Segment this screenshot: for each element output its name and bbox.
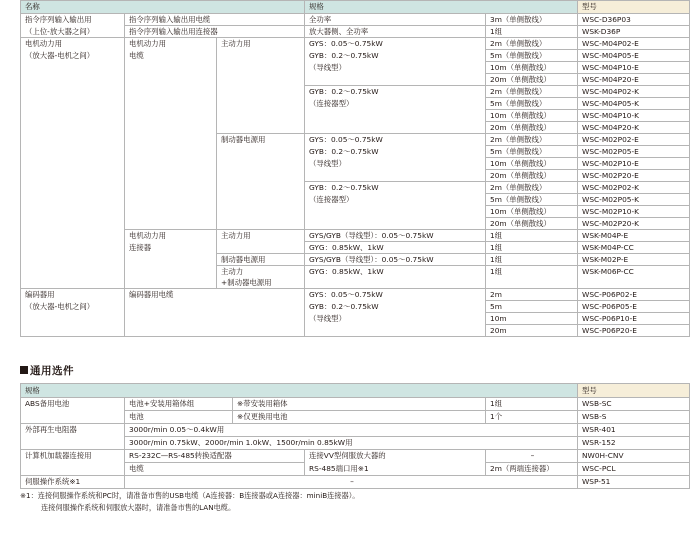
table-row: （放大器-电机之间） GYB：0.2～0.75kW 5m WSC-P06P05-E (21, 301, 690, 313)
table-row: 10m（单侧散线） WSC-M04P10-K (21, 110, 690, 122)
table-row: （放大器-电机之间） 电缆 GYB：0.2～0.75kW 5m（单侧散线） WSC-M04P05-E (21, 50, 690, 62)
table-row: 20m（单侧散线） WSC-M02P20-E (21, 170, 690, 182)
table-row: +制动器电源用 (21, 277, 690, 289)
table-row: （连接器型） 5m（单侧散线） WSC-M02P05-K (21, 194, 690, 206)
footnote: 连接伺服操作系统和伺服放大器时，请准备市售的LAN电缆。 (41, 503, 236, 512)
category-cell: 编码器用 (21, 289, 125, 301)
table-row: （导线型） 10m（单侧散线） WSC-M04P10-E (21, 62, 690, 74)
section-title: 通用选件 (20, 363, 74, 378)
header-spec: 规格 (21, 384, 578, 398)
general-options-table (20, 383, 690, 489)
table-header (21, 384, 690, 398)
table-row: 电缆 RS-485端口用※1 2m（两端连接器） WSC-PCL (21, 463, 690, 476)
category-cell: 电机动力用 (21, 38, 125, 50)
table-row: 10m（单侧散线） WSC-M02P10-K (21, 206, 690, 218)
table-row: 制动器电源用 GYS：0.05～0.75kW 2m（单侧散线） WSC-M02P02-E (21, 134, 690, 146)
cable-options-table (20, 0, 690, 337)
footnotes (20, 490, 359, 514)
table-row: 3000r/min 0.75kW、2000r/min 1.0kW、1500r/min 0.85kW用 WSR-152 (21, 437, 690, 450)
table-row: GYB：0.2～0.75kW 2m（单侧散线） WSC-M02P02-K (21, 182, 690, 194)
header-name: 名称 (21, 1, 305, 14)
table-row: 外部再生电阻器 3000r/min 0.05～0.4kW用 WSR-401 (21, 424, 690, 437)
header-model: 型号 (578, 1, 690, 14)
square-bullet-icon (20, 366, 28, 374)
table-row: 20m（单侧散线） WSC-M02P20-K (21, 218, 690, 230)
table-row: 伺服操作系统※1 – WSP-51 (21, 476, 690, 489)
table-row: 20m WSC-P06P20-E (21, 325, 690, 337)
table-row: （连接器型） 5m（单侧散线） WSC-M04P05-K (21, 98, 690, 110)
table-row: 制动器电源用 GYS/GYB（导线型）：0.05～0.75kW 1组 WSK-M02P-E (21, 254, 690, 266)
category-cell: 指令序列输入输出用 (21, 14, 125, 26)
header-spec: 规格 (305, 1, 578, 14)
table-row: GYB：0.2～0.75kW 5m（单侧散线） WSC-M02P05-E (21, 146, 690, 158)
table-row: ABS备用电池 电池+安装用箱体组 ※带安装用箱体 1组 WSB-SC (21, 398, 690, 411)
table-row: （导线型） 10m WSC-P06P10-E (21, 313, 690, 325)
table-row: 20m（单侧散线） WSC-M04P20-K (21, 122, 690, 134)
table-row: GYB：0.2～0.75kW 2m（单侧散线） WSC-M04P02-K (21, 86, 690, 98)
table-row: 计算机加载器连接用 RS-232C—RS-485转换适配器 连接VV型伺服放大器的 – NW0H-CNV (21, 450, 690, 463)
footnote: ※1：连接伺服操作系统和PC时，请准备市售的USB电缆（A连接器：B连接器或A连接器：miniB连接器）。 (20, 491, 360, 500)
table-row: 连接器 GYG：0.85kW、1kW 1组 WSK-M04P-CC (21, 242, 690, 254)
table-row: 电池 ※仅更换用电池 1个 WSB-S (21, 411, 690, 424)
table-row: 电机动力用 主动力用 GYS/GYB（导线型）：0.05～0.75kW 1组 WSK-M04P-E (21, 230, 690, 242)
table-row: 电机动力用 电机动力用 主动力用 GYS：0.05～0.75kW 2m（单侧散线） WSC-M04P02-E (21, 38, 690, 50)
table-row: 主动力 GYG：0.85kW、1kW 1组 WSK-M06P-CC (21, 266, 690, 278)
table-header (21, 1, 690, 14)
table-row: 编码器用 编码器用电缆 GYS：0.05～0.75kW 2m WSC-P06P02-E (21, 289, 690, 301)
table-row: （导线型） 10m（单侧散线） WSC-M02P10-E (21, 158, 690, 170)
header-model: 型号 (578, 384, 690, 398)
table-row: 指令序列输入输出用 指令序列输入输出用电缆 全功率 3m（单侧散线） WSC-D36P03 (21, 14, 690, 26)
table-row: 20m（单侧散线） WSC-M04P20-E (21, 74, 690, 86)
table-row: （上位-放大器之间） 指令序列输入输出用连接器 放大器侧、全功率 1组 WSK-D36P (21, 26, 690, 38)
